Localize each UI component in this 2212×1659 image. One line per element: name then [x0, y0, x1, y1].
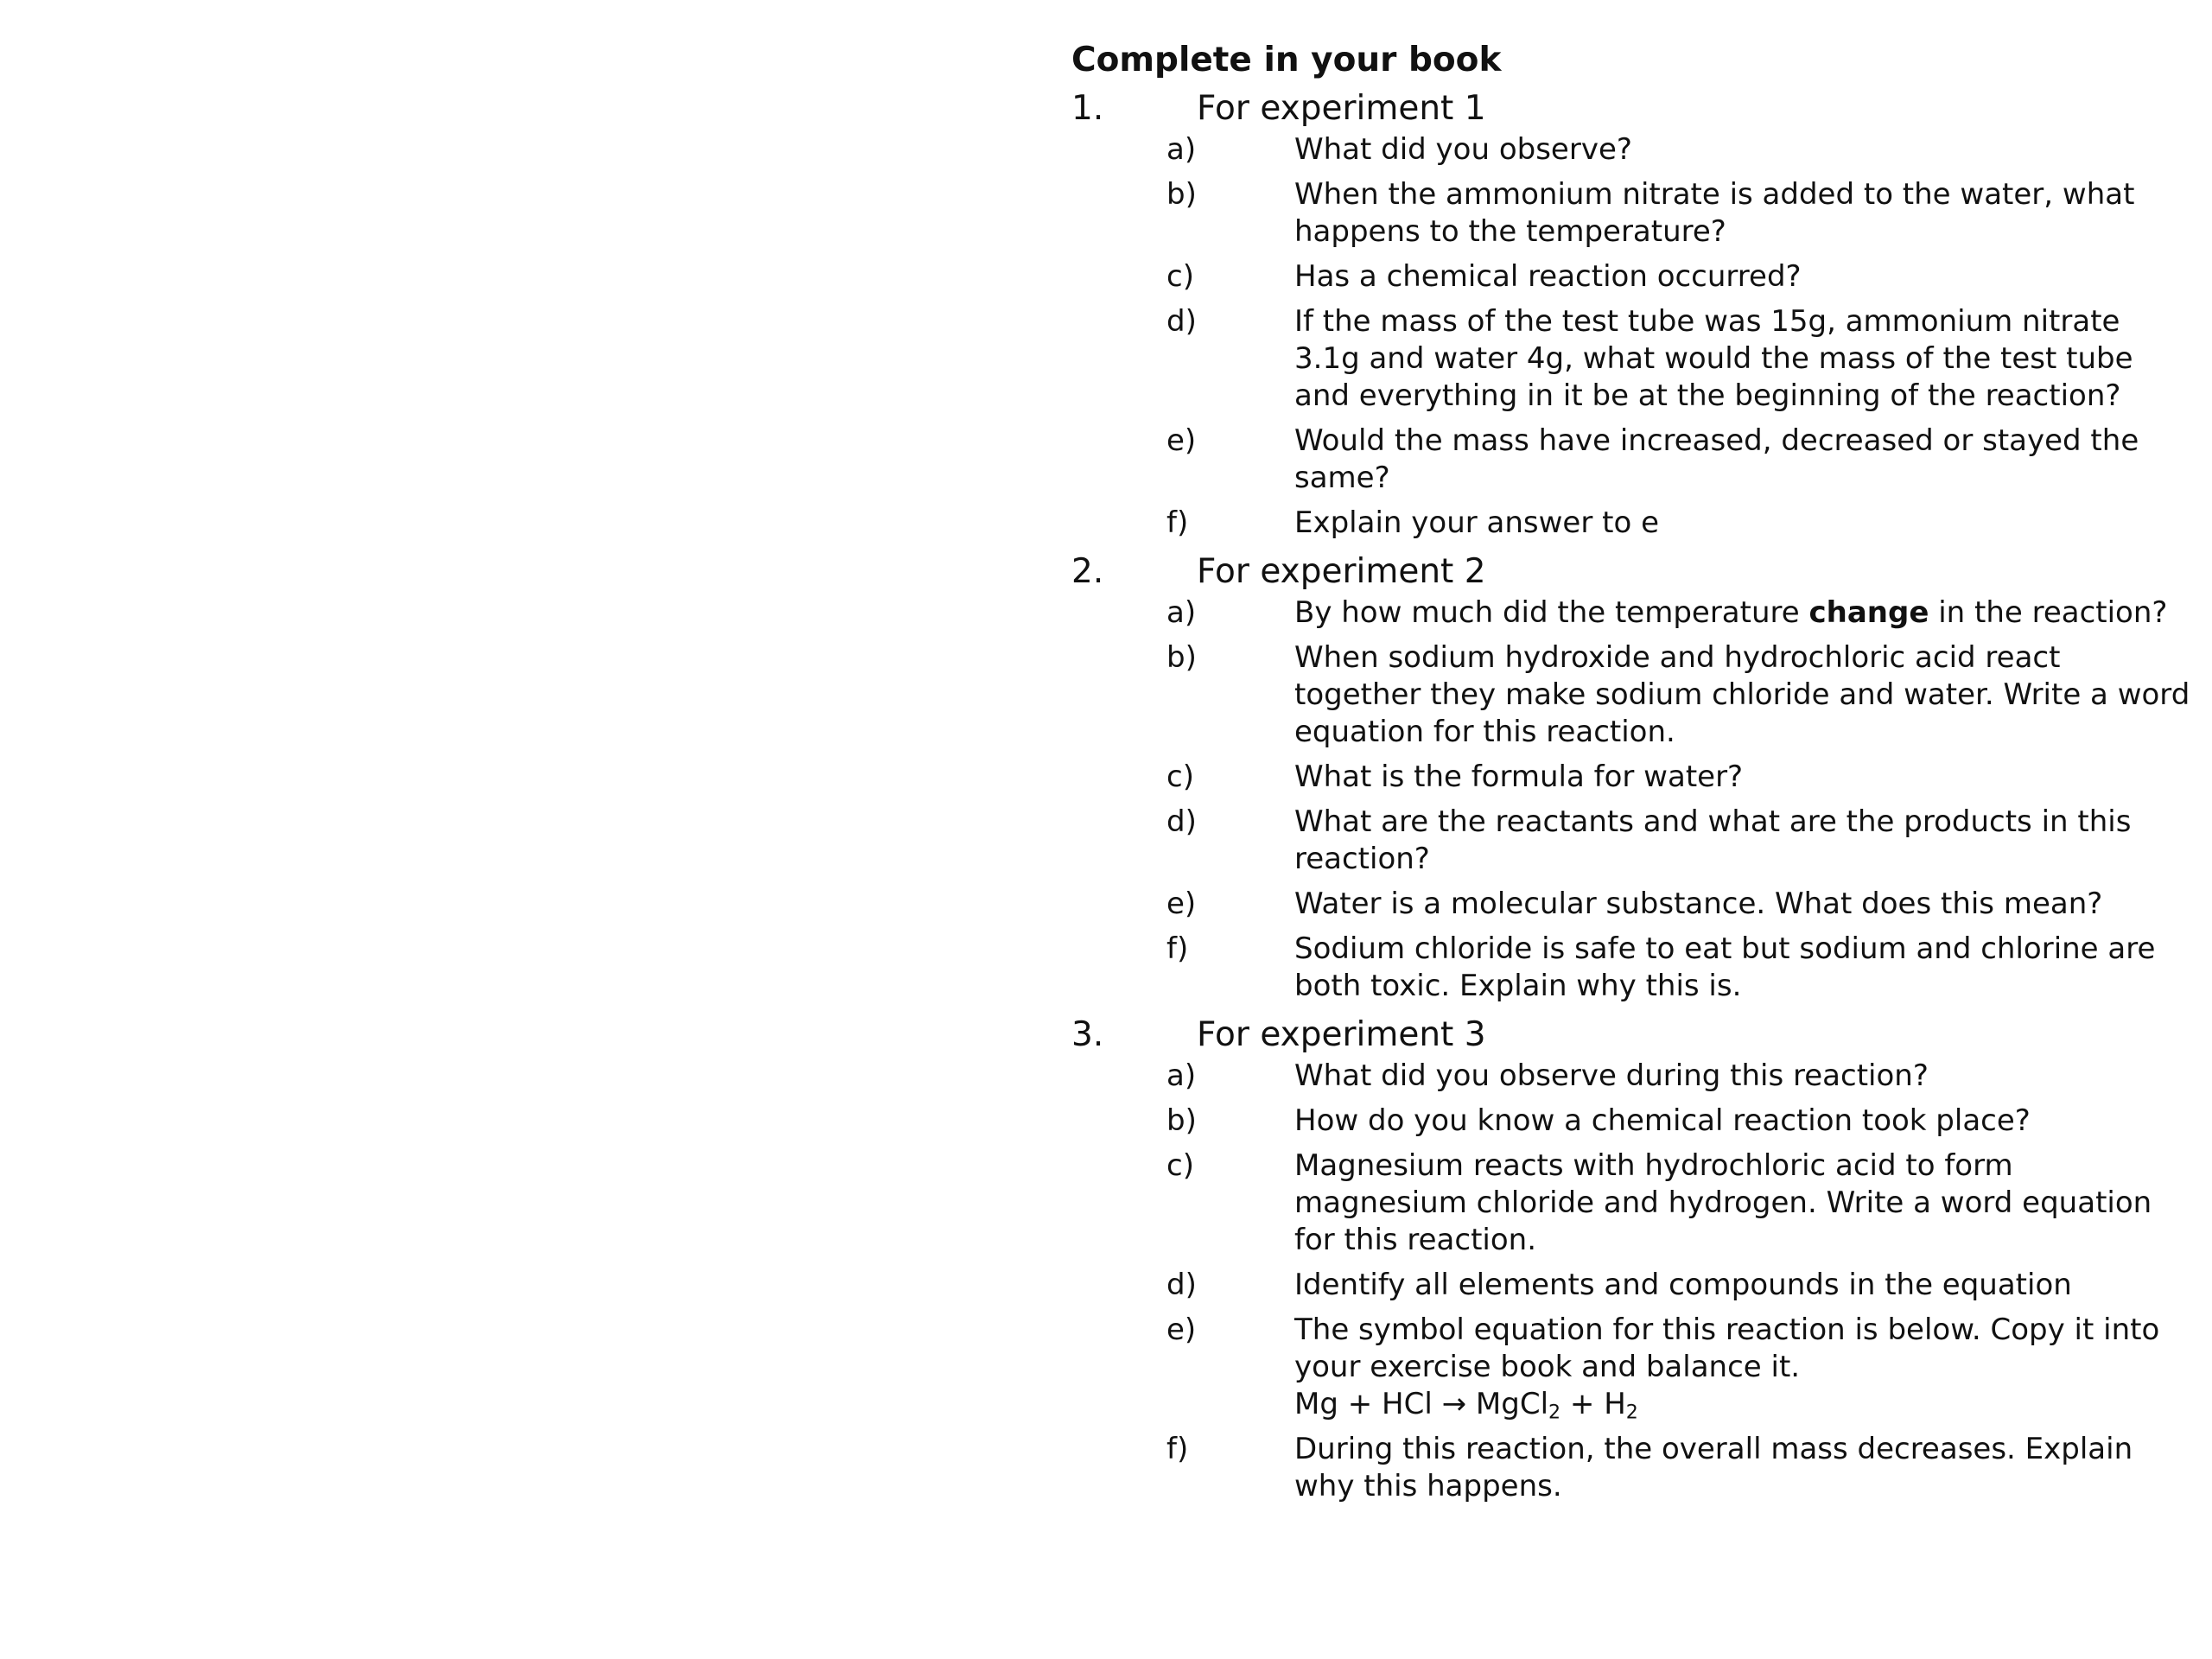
question-number: 2. [1071, 552, 1104, 591]
question-3-header [1071, 1013, 2195, 1058]
page-title: Complete in your book [1071, 41, 1502, 79]
part-text: Water is a molecular substance. What does this mean? [1294, 887, 2103, 921]
list-item [1071, 1147, 2195, 1259]
list-item [1071, 804, 2195, 878]
part-text: Would the mass have increased, decreased or stayed the same? [1294, 423, 2139, 495]
list-item [1071, 886, 2195, 923]
part-text: What did you observe during this reaction? [1294, 1058, 1929, 1093]
list-item [1071, 505, 2195, 542]
list-item [1071, 303, 2195, 415]
question-title: For experiment 2 [1197, 552, 1486, 591]
part-letter: b) [1166, 640, 1197, 675]
subscript: 2 [1548, 1401, 1561, 1424]
part-text: Has a chemical reaction occurred? [1294, 259, 1802, 294]
list-item [1071, 176, 2195, 251]
emphasis-word: change [1808, 595, 1929, 630]
part-letter: d) [1166, 804, 1197, 839]
part-text: Sodium chloride is safe to eat but sodium and chlorine are both toxic. Explain why this is. [1294, 931, 2156, 1003]
question-title: For experiment 1 [1197, 89, 1486, 128]
question-2-header [1071, 550, 2195, 594]
part-text: What are the reactants and what are the products in this reaction? [1294, 804, 2132, 876]
part-letter: e) [1166, 423, 1197, 458]
part-letter: c) [1166, 1148, 1194, 1183]
subscript: 2 [1625, 1401, 1638, 1424]
equation-product-2: H [1604, 1387, 1626, 1421]
part-letter: e) [1166, 1313, 1197, 1347]
list-item [1071, 1431, 2195, 1505]
part-text: If the mass of the test tube was 15g, ammonium nitrate 3.1g and water 4g, what would the mass of the test tube and everything in it be at the beginning of the reaction? [1294, 304, 2133, 413]
part-text-before: By how much did the temperature [1294, 595, 1809, 630]
part-text: When sodium hydroxide and hydrochloric acid react together they make sodium chloride and water. Write a word equation for this reaction. [1294, 640, 2190, 749]
symbol-equation [1294, 1386, 2193, 1423]
part-letter: b) [1166, 177, 1197, 212]
part-text [1294, 594, 2193, 632]
part-letter: d) [1166, 1268, 1197, 1302]
part-text: How do you know a chemical reaction took place? [1294, 1103, 2031, 1138]
equation-plus: + [1560, 1387, 1605, 1421]
worksheet [1071, 38, 2195, 1513]
question-1-header [1071, 86, 2195, 131]
equation-product-1: MgCl [1475, 1387, 1549, 1421]
list-item [1071, 639, 2195, 751]
list-item [1071, 759, 2195, 796]
part-letter: c) [1166, 259, 1194, 294]
list-item [1071, 131, 2195, 168]
list-item [1071, 931, 2195, 1005]
part-letter: a) [1166, 595, 1197, 630]
part-text: During this reaction, the overall mass decreases. Explain why this happens. [1294, 1432, 2133, 1503]
part-text: When the ammonium nitrate is added to the water, what happens to the temperature? [1294, 177, 2135, 249]
part-text: What is the formula for water? [1294, 760, 1744, 794]
part-letter: d) [1166, 304, 1197, 339]
question-number: 3. [1071, 1015, 1104, 1054]
part-letter: e) [1166, 887, 1197, 921]
part-letter: a) [1166, 132, 1197, 167]
part-letter: b) [1166, 1103, 1197, 1138]
list-item [1071, 1103, 2195, 1140]
part-text-after: in the reaction? [1929, 595, 2168, 630]
list-item [1071, 1058, 2195, 1095]
part-letter: f) [1166, 1432, 1189, 1466]
part-text: Identify all elements and compounds in the equation [1294, 1268, 2072, 1302]
list-item [1071, 1267, 2195, 1304]
part-text: What did you observe? [1294, 132, 1632, 167]
list-item [1071, 594, 2195, 632]
part-text: Magnesium reacts with hydrochloric acid to form magnesium chloride and hydrogen. Write a word equation for this reaction. [1294, 1148, 2152, 1257]
part-letter: f) [1166, 505, 1189, 540]
arrow-icon: → [1441, 1387, 1467, 1421]
question-title: For experiment 3 [1197, 1015, 1486, 1054]
list-item [1071, 258, 2195, 296]
part-text [1294, 1312, 2193, 1423]
list-item [1071, 1312, 2195, 1423]
part-text: Explain your answer to e [1294, 505, 1659, 540]
list-item [1071, 423, 2195, 497]
part-letter: a) [1166, 1058, 1197, 1093]
part-letter: c) [1166, 760, 1194, 794]
part-letter: f) [1166, 931, 1189, 966]
equation-reactants: Mg + HCl [1294, 1387, 1433, 1421]
question-number: 1. [1071, 89, 1104, 128]
part-text-line: The symbol equation for this reaction is below. Copy it into your exercise book and balance it. [1294, 1313, 2160, 1384]
